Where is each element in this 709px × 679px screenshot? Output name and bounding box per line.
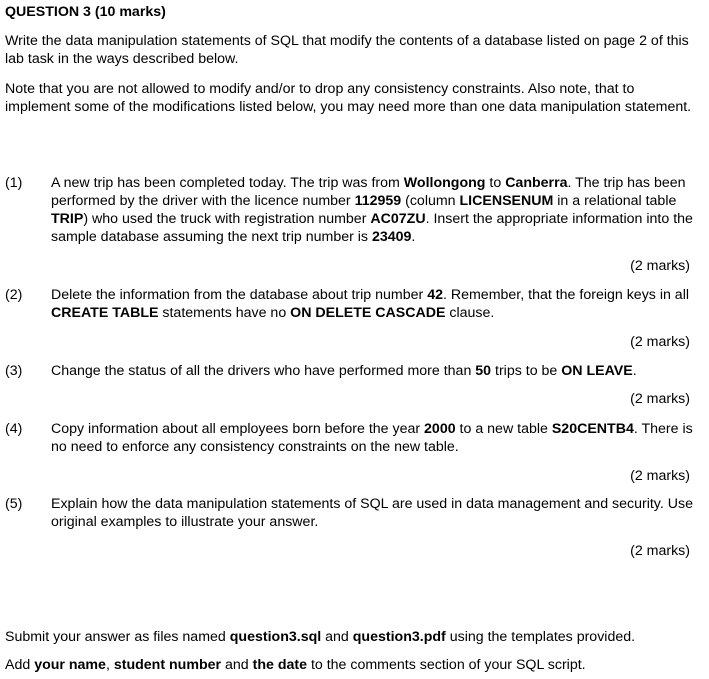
item-1-text-bold: AC07ZU bbox=[370, 211, 426, 227]
item-4-text bbox=[51, 420, 701, 456]
item-2-text-bold: ON DELETE CASCADE bbox=[290, 305, 446, 321]
item-1-text-part: ) who used the truck with registration number bbox=[83, 211, 371, 227]
item-2-text-part: statements have no bbox=[158, 305, 291, 321]
submit-text: and bbox=[321, 629, 353, 645]
item-3-text-bold: 50 bbox=[475, 363, 492, 379]
item-1-text-part: . The trip has been performed by the driver with the licence number bbox=[51, 175, 686, 209]
item-3-marks: (2 marks) bbox=[630, 391, 690, 407]
item-1-text-part: in a relational table bbox=[553, 193, 677, 209]
item-1-text-part: to bbox=[485, 175, 506, 191]
submit-text: using the templates provided. bbox=[445, 629, 636, 645]
item-1-text-part: A new trip has been completed today. The trip was from bbox=[51, 175, 404, 191]
item-2-text-part: . Remember, that the foreign keys in all bbox=[442, 287, 690, 303]
intro-paragraph-2: Note that you are not allowed to modify and/or to drop any consistency constraints. Also note, that to implement some of the modifications listed below, you may need more than one data manipulation statement. bbox=[5, 81, 692, 115]
item-4-text-bold: S20CENTB4 bbox=[551, 421, 634, 437]
item-3-text-part: . bbox=[632, 363, 637, 379]
item-3-text bbox=[51, 362, 701, 380]
item-2-text bbox=[51, 286, 701, 322]
add-instructions bbox=[5, 656, 700, 674]
item-4-text-part: Copy information about all employees born before the year bbox=[51, 421, 425, 437]
item-1-number: (1) bbox=[5, 175, 23, 191]
item-4-text-bold: 2000 bbox=[424, 421, 456, 437]
add-bold: student number bbox=[113, 657, 222, 673]
add-text: Add bbox=[5, 657, 35, 673]
item-2-text-part: clause. bbox=[445, 305, 495, 321]
item-4-number: (4) bbox=[5, 421, 23, 437]
item-5-number: (5) bbox=[5, 496, 23, 512]
add-text: and bbox=[221, 657, 253, 673]
add-text: to the comments section of your SQL script. bbox=[307, 657, 586, 673]
submit-text: Submit your answer as files named bbox=[5, 629, 230, 645]
item-1-marks: (2 marks) bbox=[630, 258, 690, 274]
item-1-text-part: . Insert the appropriate information into the sample database assuming the next trip number is bbox=[51, 211, 693, 245]
add-text: , bbox=[105, 657, 114, 673]
item-2-marks: (2 marks) bbox=[630, 334, 690, 350]
add-bold: your name bbox=[34, 657, 106, 673]
item-3-text-part: trips to be bbox=[491, 363, 562, 379]
item-1-text-part: . bbox=[411, 229, 416, 245]
item-5-marks: (2 marks) bbox=[630, 543, 690, 559]
item-1-text-bold: Wollongong bbox=[403, 175, 486, 191]
question-heading: QUESTION 3 (10 marks) bbox=[5, 4, 166, 20]
item-3-number: (3) bbox=[5, 363, 23, 379]
item-4-text-part: to a new table bbox=[455, 421, 552, 437]
item-1-text-part: (column bbox=[401, 193, 460, 209]
submit-filename: question3.pdf bbox=[352, 629, 446, 645]
item-1-text-bold: LICENSENUM bbox=[459, 193, 554, 209]
item-2-number: (2) bbox=[5, 287, 23, 303]
item-1-text-bold: Canberra bbox=[505, 175, 568, 191]
item-4-text-part: . There is no need to enforce any consistency constraints on the new table. bbox=[51, 421, 693, 455]
item-5-text-part: Explain how the data manipulation statements of SQL are used in data management and security. Use original examples to illustrate your answer. bbox=[51, 496, 693, 530]
item-2-text-bold: 42 bbox=[427, 287, 443, 303]
item-5-text bbox=[51, 495, 701, 531]
submit-filename: question3.sql bbox=[229, 629, 322, 645]
item-1-text-bold: TRIP bbox=[51, 211, 84, 227]
item-1-text-bold: 23409 bbox=[371, 229, 412, 245]
add-bold: the date bbox=[252, 657, 307, 673]
item-1-text-bold: 112959 bbox=[354, 193, 402, 209]
intro-paragraph-1: Write the data manipulation statements of SQL that modify the contents of a database listed on page 2 of this lab task in the ways described below. bbox=[5, 33, 689, 67]
item-3-text-bold: ON LEAVE bbox=[561, 363, 633, 379]
item-1-text bbox=[51, 174, 701, 246]
item-4-marks: (2 marks) bbox=[630, 468, 690, 484]
item-3-text-part: Change the status of all the drivers who have performed more than bbox=[51, 363, 476, 379]
submit-instructions bbox=[5, 628, 700, 646]
item-2-text-bold: CREATE TABLE bbox=[51, 305, 159, 321]
item-2-text-part: Delete the information from the database about trip number bbox=[51, 287, 428, 303]
